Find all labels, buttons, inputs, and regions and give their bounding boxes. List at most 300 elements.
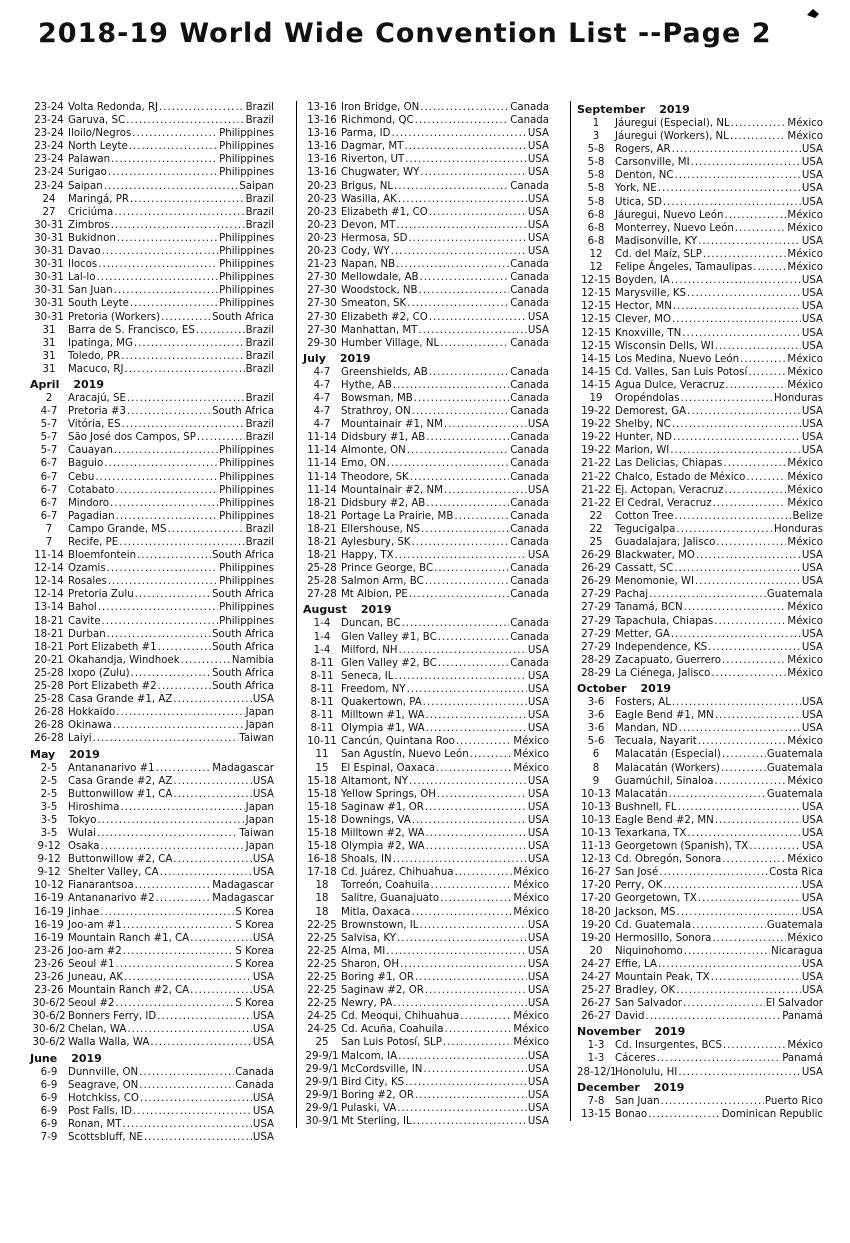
convention-entry: [577, 484, 823, 497]
entry-location: Cd. Insurgentes, BCS: [615, 1040, 722, 1052]
convention-entry: [30, 919, 274, 932]
dot-leader: [135, 879, 212, 892]
dot-leader: [671, 274, 801, 287]
entry-dates: 13-16: [307, 154, 337, 166]
convention-entry: [577, 1039, 823, 1052]
convention-entry: [577, 261, 823, 274]
entry-country: Canada: [510, 458, 549, 470]
dot-leader: [698, 735, 787, 748]
convention-entry: [303, 457, 549, 470]
entry-country: USA: [527, 827, 549, 839]
entry-location: Walla Walla, WA: [68, 1037, 150, 1049]
month-name: July: [303, 351, 326, 365]
dot-leader: [663, 879, 800, 892]
entry-location: Aylesbury, SK: [341, 537, 411, 548]
dot-leader: [674, 169, 800, 182]
dot-leader: [127, 392, 245, 405]
entry-dates: 4-7: [313, 379, 331, 391]
entry-location: Woodstock, NB: [341, 285, 418, 297]
entry-dates: 11-14: [307, 458, 337, 470]
entry-location: Perry, OK: [615, 880, 663, 892]
entry-location: Antananarivo #1: [68, 762, 155, 774]
entry-location: Texarkana, TX: [615, 827, 687, 839]
convention-entry: [30, 932, 274, 945]
month-year: 2019: [640, 682, 672, 696]
entry-location: Alma, MI: [341, 945, 386, 957]
dot-leader: [425, 575, 510, 588]
convention-entry: [577, 209, 823, 222]
dot-leader: [426, 431, 509, 444]
dot-leader: [412, 405, 510, 418]
convention-entry: [303, 879, 549, 892]
convention-entry: [303, 379, 549, 392]
convention-entry: [577, 392, 823, 405]
entry-country: USA: [801, 697, 823, 709]
entry-location: Carsonville, MI: [615, 157, 690, 169]
entry-dates: 10-13: [581, 814, 611, 826]
entry-dates: 23-24: [34, 180, 64, 192]
entry-location: Antananarivo #2: [68, 893, 155, 905]
entry-country: Saipan: [239, 180, 274, 192]
entry-country: Canada: [510, 657, 549, 669]
entry-location: São José dos Campos, SP: [68, 432, 196, 444]
dot-leader: [124, 971, 252, 984]
entry-dates: 6-7: [40, 471, 58, 483]
convention-entry: [577, 788, 823, 801]
dot-leader: [412, 906, 513, 919]
entry-dates: 26-27: [581, 1011, 611, 1023]
dot-leader: [714, 775, 786, 788]
month-heading: [30, 376, 274, 392]
entry-country: Canada: [510, 406, 549, 418]
entry-country: Brazil: [245, 350, 274, 362]
entry-dates: 14-15: [581, 379, 611, 391]
convention-entry: [30, 601, 274, 614]
convention-entry: [577, 536, 823, 549]
convention-entry: [303, 101, 549, 114]
dot-leader: [657, 1052, 781, 1065]
dot-leader: [398, 193, 527, 206]
entry-dates: 28-29: [581, 667, 611, 679]
entry-location: Recife, PE: [68, 537, 119, 548]
entry-country: USA: [527, 841, 549, 853]
entry-country: USA: [252, 775, 274, 787]
entry-dates: 10-13: [581, 788, 611, 800]
convention-entry: [303, 114, 549, 127]
entry-country: Canada: [510, 563, 549, 575]
convention-entry: [303, 617, 549, 630]
dot-leader: [129, 140, 218, 153]
entry-country: Guatemala: [766, 749, 823, 761]
entry-country: USA: [527, 945, 549, 957]
entry-dates: 23-26: [34, 958, 64, 970]
entry-country: México: [787, 222, 823, 234]
convention-entry: [303, 801, 549, 814]
entry-country: Nicaragua: [771, 945, 823, 957]
dot-leader: [715, 709, 801, 722]
entry-location: Demorest, GA: [615, 406, 687, 418]
entry-location: Cd. Acuña, Coahuila: [341, 1024, 444, 1036]
dot-leader: [438, 631, 510, 644]
entry-location: Strathroy, ON: [341, 406, 411, 418]
column-3: [570, 101, 823, 1121]
convention-entry: [303, 958, 549, 971]
dot-leader: [658, 958, 801, 971]
dot-leader: [414, 392, 509, 405]
convention-entry: [30, 575, 274, 588]
dot-leader: [675, 510, 792, 523]
entry-country: Brazil: [245, 392, 274, 404]
entry-dates: 20-23: [307, 193, 337, 205]
convention-entry: [30, 588, 274, 601]
dot-leader: [673, 300, 801, 313]
dot-leader: [397, 932, 527, 945]
entry-country: Canada: [510, 285, 549, 297]
entry-dates: 1-4: [313, 631, 331, 643]
entry-country: Costa Rica: [769, 867, 823, 879]
convention-entry: [577, 444, 823, 457]
convention-entry: [303, 166, 549, 179]
entry-country: México: [513, 1024, 549, 1036]
dot-leader: [724, 484, 786, 497]
convention-entry: [303, 683, 549, 696]
dot-leader: [114, 444, 218, 457]
entry-dates: 27-30: [307, 324, 337, 336]
month-name: December: [577, 1080, 640, 1094]
entry-dates: 11-14: [34, 550, 64, 562]
entry-location: Cassatt, SC: [615, 563, 674, 575]
convention-entry: [30, 892, 274, 905]
entry-location: Cotabato: [68, 484, 115, 496]
entry-dates: 3-6: [587, 723, 605, 735]
convention-entry: [303, 245, 549, 258]
dot-leader: [455, 866, 513, 879]
entry-country: USA: [801, 406, 823, 418]
convention-entry: [303, 919, 549, 932]
entry-country: Philippines: [219, 246, 274, 258]
entry-country: USA: [801, 563, 823, 575]
entry-location: David: [615, 1011, 645, 1023]
dot-leader: [687, 287, 801, 300]
dot-leader: [423, 1063, 526, 1076]
convention-entry: [577, 971, 823, 984]
entry-country: USA: [527, 246, 549, 258]
dot-leader: [687, 827, 801, 840]
entry-country: USA: [252, 985, 274, 997]
convention-entry: [577, 866, 823, 879]
entry-location: Hunter, ND: [615, 432, 672, 444]
entry-country: South Africa: [212, 550, 274, 562]
dot-leader: [676, 523, 773, 536]
dot-leader: [731, 117, 787, 130]
convention-entry: [303, 324, 549, 337]
convention-entry: [303, 644, 549, 657]
entry-country: South Africa: [212, 681, 274, 693]
entry-country: México: [787, 209, 823, 221]
entry-country: USA: [801, 183, 823, 195]
entry-dates: 6-8: [587, 235, 605, 247]
entry-country: USA: [527, 972, 549, 983]
entry-country: USA: [252, 788, 274, 800]
entry-dates: 1-4: [313, 644, 331, 656]
convention-entry: [303, 510, 549, 523]
entry-location: Cd. Valles, San Luis Potosí: [615, 366, 748, 378]
entry-country: Brazil: [245, 432, 274, 444]
entry-location: Post Falls, ID: [68, 1105, 133, 1117]
convention-entry: [577, 182, 823, 195]
entry-country: S Korea: [235, 906, 274, 918]
entry-country: Japan: [245, 707, 274, 719]
convention-entry: [30, 775, 274, 788]
entry-dates: 27-29: [581, 641, 611, 653]
entry-location: Emo, ON: [341, 458, 386, 470]
convention-entry: [303, 1076, 549, 1089]
entry-dates: 17-18: [307, 867, 337, 879]
convention-entry: [303, 536, 549, 549]
entry-location: Garuva, SC: [68, 115, 126, 127]
entry-dates: 1-4: [313, 618, 331, 630]
entry-country: Guatemala: [766, 788, 823, 800]
convention-entry: [577, 379, 823, 392]
dot-leader: [425, 801, 527, 814]
convention-entry: [303, 392, 549, 405]
entry-location: Bowsman, MB: [341, 392, 413, 404]
dot-leader: [661, 1095, 764, 1108]
entry-location: Rogers, AR: [615, 144, 671, 156]
entry-location: Chelan, WA: [68, 1024, 127, 1036]
entry-location: Wisconsin Dells, WI: [615, 340, 714, 352]
convention-entry: [303, 670, 549, 683]
entry-dates: 12-15: [581, 301, 611, 313]
entry-location: Cebu: [68, 471, 95, 483]
entry-location: Dagmar, MT: [341, 141, 404, 153]
entry-location: Freedom, NY: [341, 683, 406, 695]
entry-country: Philippines: [219, 259, 274, 271]
dot-leader: [409, 775, 527, 788]
entry-country: Philippines: [219, 128, 274, 140]
convention-entry: [303, 232, 549, 245]
dot-leader: [95, 471, 218, 484]
dot-leader: [197, 431, 245, 444]
entry-dates: 3-6: [587, 710, 605, 722]
entry-country: Canada: [510, 576, 549, 588]
entry-dates: 18-21: [307, 497, 337, 509]
dot-leader: [437, 788, 527, 801]
month-year: 2019: [360, 603, 392, 617]
entry-country: Japan: [245, 720, 274, 732]
entry-dates: 15-18: [307, 827, 337, 839]
month-heading: [577, 1079, 823, 1095]
dot-leader: [724, 209, 786, 222]
entry-location: Guamúchil, Sinaloa: [615, 775, 714, 787]
dot-leader: [407, 444, 509, 457]
entry-dates: 5-7: [40, 432, 58, 444]
entry-dates: 8-11: [310, 683, 334, 695]
entry-dates: 28-29: [581, 654, 611, 666]
dot-leader: [682, 327, 801, 340]
convention-entry: [303, 1115, 549, 1128]
dot-leader: [426, 840, 527, 853]
entry-country: Taiwan: [239, 733, 274, 745]
entry-country: Philippines: [219, 471, 274, 483]
dot-leader: [120, 801, 244, 814]
convention-entry: [30, 271, 274, 284]
entry-location: Saginaw #2, OR: [341, 985, 424, 997]
convention-entry: [577, 287, 823, 300]
entry-country: México: [787, 379, 823, 391]
pencil-icon: [806, 6, 820, 20]
entry-dates: 28-12/1: [577, 1066, 617, 1078]
entry-country: USA: [801, 196, 823, 208]
dot-leader: [443, 1036, 513, 1049]
entry-dates: 16-27: [581, 867, 611, 879]
entry-country: USA: [252, 972, 274, 983]
convention-entry: [577, 775, 823, 788]
convention-entry: [303, 984, 549, 997]
convention-entry: [30, 1105, 274, 1118]
dot-leader: [429, 366, 509, 379]
entry-dates: 11-14: [307, 432, 337, 444]
dot-leader: [723, 1039, 787, 1052]
dot-leader: [101, 615, 218, 628]
entry-location: Happy, TX: [341, 550, 394, 562]
convention-entry: [577, 814, 823, 827]
entry-dates: 26-28: [34, 707, 64, 719]
entry-location: El Espinal, Oaxaca: [341, 762, 435, 774]
convention-entry: [577, 762, 823, 775]
entry-country: South Africa: [212, 406, 274, 418]
entry-country: Honduras: [773, 523, 823, 535]
dot-leader: [116, 958, 235, 971]
convention-entry: [30, 392, 274, 405]
entry-country: USA: [801, 144, 823, 156]
dot-leader: [648, 1108, 721, 1121]
entry-location: Cavite: [68, 615, 101, 627]
entry-country: México: [787, 667, 823, 679]
convention-entry: [30, 788, 274, 801]
entry-country: Panamá: [782, 1011, 823, 1023]
dot-leader: [104, 457, 218, 470]
entry-country: Belize: [792, 510, 823, 522]
entry-country: Puerto Rico: [764, 1095, 823, 1107]
entry-location: Rosales: [68, 576, 107, 588]
dot-leader: [711, 971, 801, 984]
entry-location: Cd. Meoqui, Chihuahua: [341, 1011, 460, 1023]
entry-dates: 2-5: [40, 788, 58, 800]
entry-dates: 26-28: [34, 720, 64, 732]
convention-entry: [577, 984, 823, 997]
convention-entry: [577, 853, 823, 866]
entry-dates: 20-23: [307, 232, 337, 244]
entry-dates: 26-29: [581, 563, 611, 575]
dot-leader: [394, 180, 509, 193]
entry-country: México: [787, 854, 823, 866]
convention-entry: [303, 219, 549, 232]
dot-leader: [730, 130, 787, 143]
dot-leader: [107, 562, 218, 575]
entry-location: Pagadian: [68, 510, 115, 522]
entry-location: Tegucigalpa: [615, 523, 676, 535]
entry-dates: 13-16: [307, 115, 337, 127]
convention-entry: [577, 1052, 823, 1065]
entry-location: Oropéndolas: [615, 392, 680, 404]
convention-entry: [303, 258, 549, 271]
entry-dates: 2-5: [40, 775, 58, 787]
entry-country: Philippines: [219, 615, 274, 627]
entry-dates: 27-29: [581, 628, 611, 640]
convention-entry: [30, 958, 274, 971]
entry-location: Metter, GA: [615, 628, 670, 640]
entry-dates: 19-22: [581, 419, 611, 431]
entry-country: USA: [527, 985, 549, 997]
entry-dates: 10-13: [581, 801, 611, 813]
convention-entry: [303, 709, 549, 722]
entry-location: Newry, PA: [341, 998, 393, 1010]
entry-country: Brazil: [245, 419, 274, 431]
convention-entry: [577, 196, 823, 209]
dot-leader: [445, 1023, 513, 1036]
dot-leader: [712, 932, 786, 945]
convention-entry: [577, 575, 823, 588]
convention-entry: [577, 932, 823, 945]
convention-entry: [577, 801, 823, 814]
dot-leader: [746, 471, 786, 484]
dot-leader: [715, 340, 801, 353]
dot-leader: [127, 405, 211, 418]
entry-location: Brigus, NL: [341, 180, 394, 192]
entry-country: Taiwan: [239, 827, 274, 839]
entry-country: México: [787, 1040, 823, 1052]
convention-entry: [577, 457, 823, 470]
dot-leader: [425, 984, 527, 997]
convention-entry: [303, 748, 549, 761]
entry-location: South Leyte: [68, 298, 129, 310]
entry-dates: 21-23: [307, 259, 337, 271]
entry-location: McCordsville, IN: [341, 1063, 423, 1075]
dot-leader: [156, 762, 212, 775]
entry-dates: 29-9/1: [305, 1050, 339, 1062]
convention-entry: [303, 1010, 549, 1023]
entry-location: Hermosa, SD: [341, 232, 408, 244]
entry-dates: 29-30: [307, 337, 337, 349]
convention-entry: [303, 418, 549, 431]
entry-dates: 7: [45, 537, 53, 548]
dot-leader: [173, 775, 252, 788]
entry-location: Palawan: [68, 154, 111, 166]
entry-country: USA: [252, 1105, 274, 1117]
entry-dates: 3-5: [40, 814, 58, 826]
month-name: May: [30, 747, 56, 761]
entry-location: Eagle Bend #1, MN: [615, 710, 714, 722]
entry-dates: 19-22: [581, 432, 611, 444]
entry-dates: 16-18: [307, 854, 337, 866]
dot-leader: [407, 683, 527, 696]
entry-dates: 12-14: [34, 563, 64, 575]
convention-entry: [30, 706, 274, 719]
entry-dates: 11-13: [581, 841, 611, 853]
dot-leader: [748, 366, 786, 379]
convention-entry: [30, 166, 274, 179]
entry-country: USA: [527, 814, 549, 826]
entry-dates: 6-9: [40, 1092, 58, 1104]
convention-entry: [30, 971, 274, 984]
entry-location: Salitre, Guanajuato: [341, 893, 440, 905]
entry-location: Olympia #2, WA: [341, 841, 425, 853]
dot-leader: [674, 562, 801, 575]
entry-country: Philippines: [219, 154, 274, 166]
dot-leader: [393, 853, 527, 866]
entry-country: Guatemala: [766, 762, 823, 774]
